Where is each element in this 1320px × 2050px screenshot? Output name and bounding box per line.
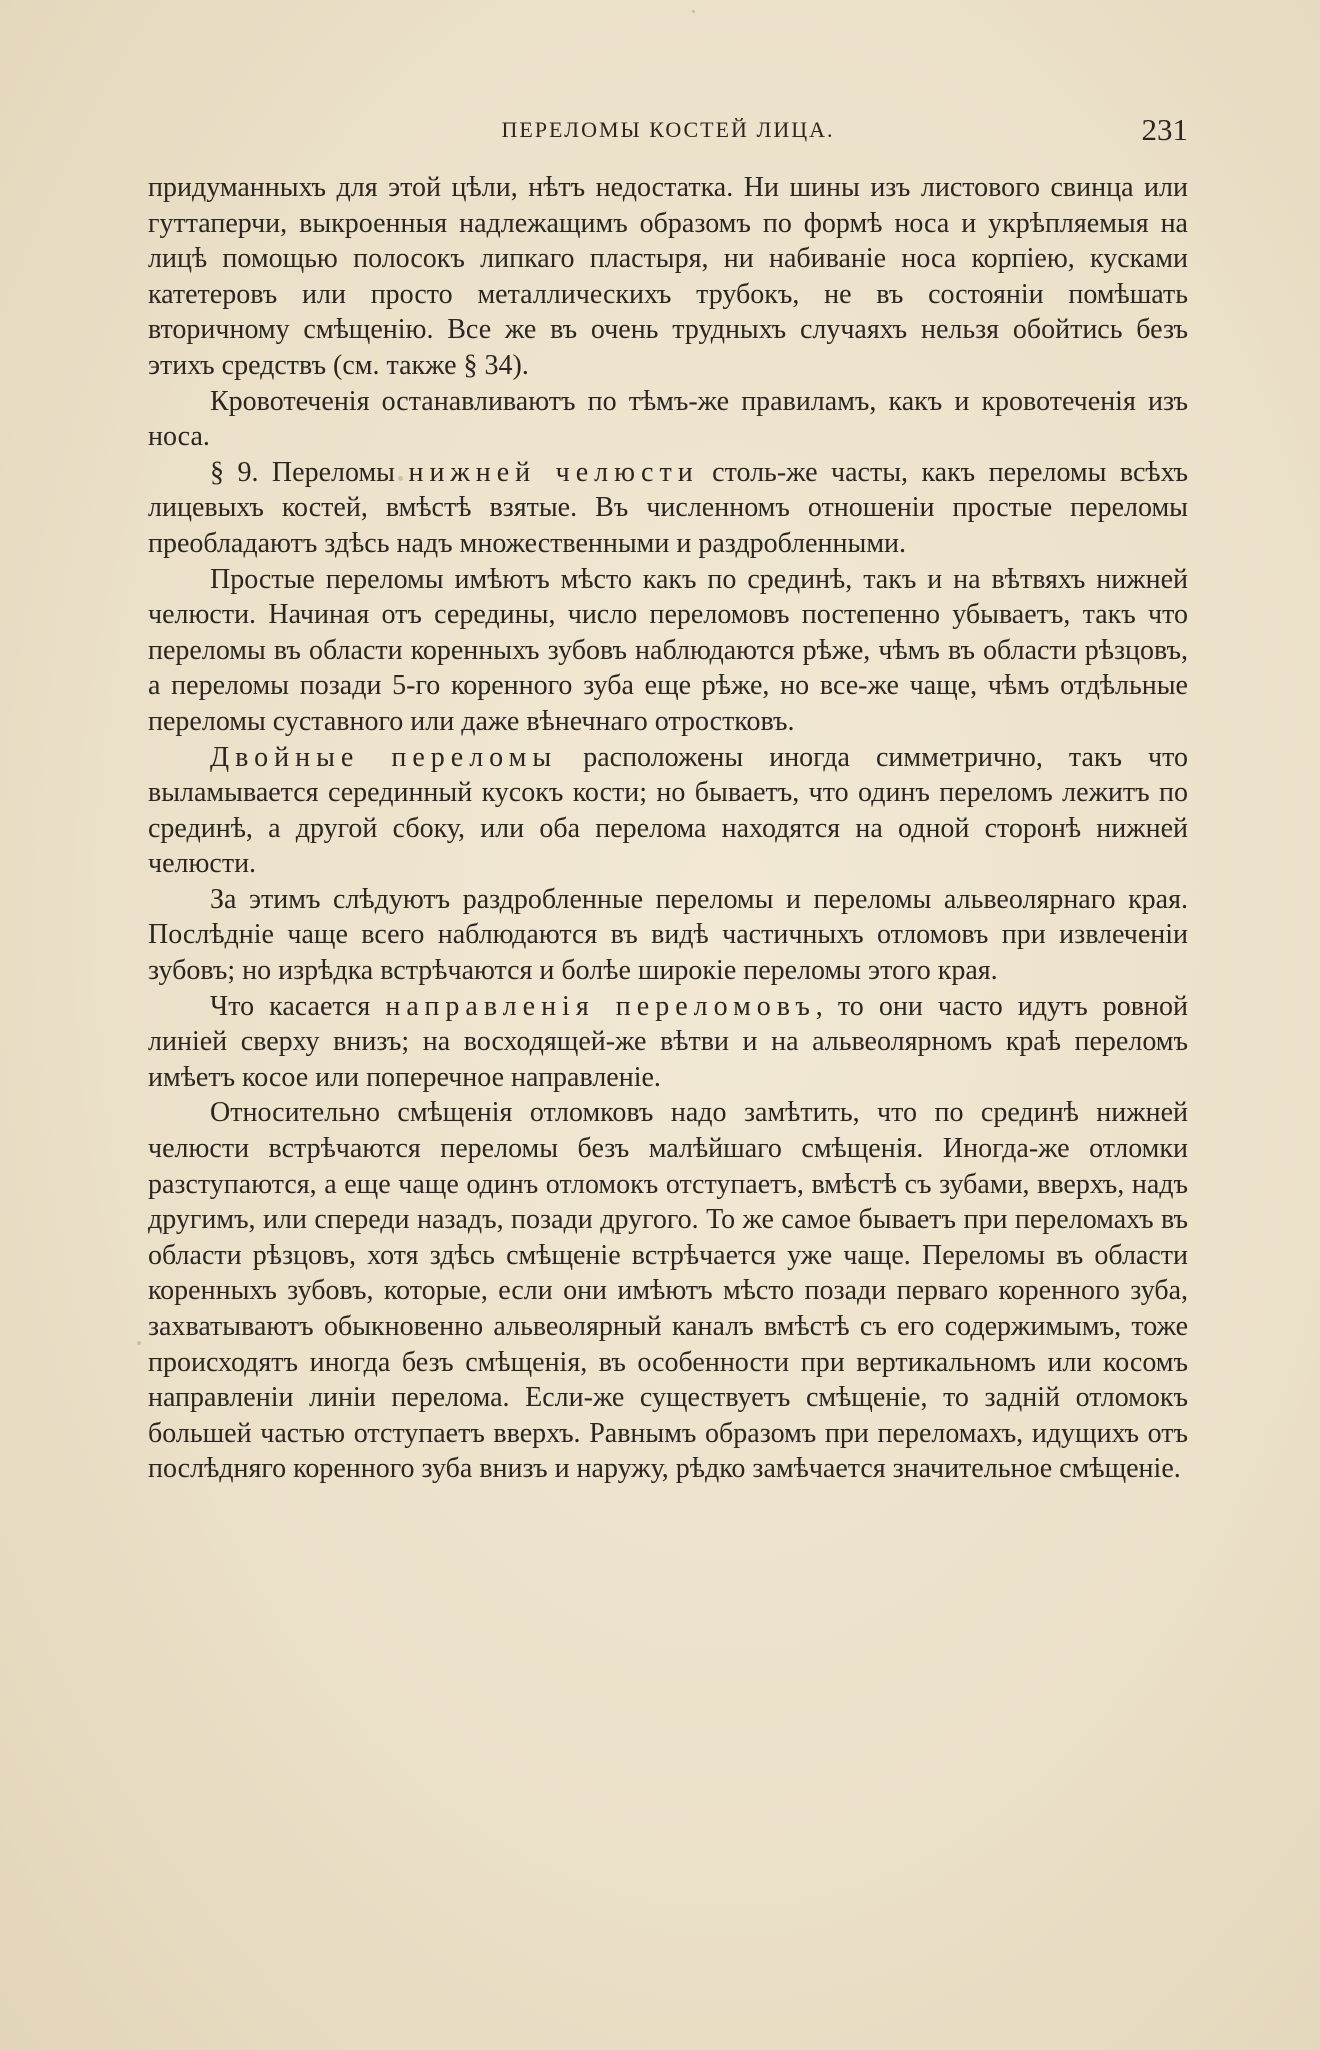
direction-rest: , то они часто идутъ ровной линіей сверху внизъ; на восходящей-же вѣтви и на альвеолярномъ краѣ переломъ имѣетъ косое или поперечное направленіе. [148,990,1188,1093]
running-title: ПЕРЕЛОМЫ КОСТЕЙ ЛИЦА. [501,117,835,142]
body-text [148,170,1188,1487]
section-9-rest: столь-же часты, какъ переломы всѣхъ лицевыхъ костей, вмѣстѣ взятые. Въ численномъ отношеніи простые переломы преобладаютъ здѣсь надъ множественными и раздробленными. [148,456,1189,559]
scan-speck [137,1341,141,1345]
paragraph-fracture-direction [148,989,1188,1096]
running-head [148,110,1188,150]
page-number: 231 [1141,112,1188,147]
paragraph-double-fractures [148,740,1188,882]
paragraph-continuation: придуманныхъ для этой цѣли, нѣтъ недостатка. Ни шины изъ листового свинца или гуттаперчи, выкроенныя надлежащимъ образомъ по формѣ носа и укрѣпляемыя на лицѣ помощью полосокъ липкаго пластыря, ни набиваніе носа корпіею, кусками катетеровъ или просто металлическихъ трубокъ, не въ состояніи помѣшать вторичному смѣщенію. Все же въ очень трудныхъ случаяхъ нельзя обойтись безъ этихъ средствъ (см. также § 34). [148,172,1188,381]
paragraph-section-9 [148,455,1188,562]
scan-speck [398,476,403,481]
paragraph-comminuted-fractures: За этимъ слѣдуютъ раздробленные переломы и переломы альвеолярнаго края. Послѣдніе чаще всего наблюдаются въ видѣ частичныхъ отломовъ при извлеченіи зубовъ; но изрѣдка встрѣчаются и болѣе широкіе переломы этого края. [148,883,1188,987]
paragraph-bleeding: Кровотеченія останавливаютъ по тѣмъ-же правиламъ, какъ и кровотеченія изъ носа. [148,385,1188,453]
paragraph-simple-fractures: Простые переломы имѣютъ мѣсто какъ по срединѣ, такъ и на вѣтвяхъ нижней челюсти. Начиная отъ середины, число переломовъ постепенно убываетъ, такъ что переломы въ области коренныхъ зубовъ наблюдаются рѣже, чѣмъ въ области рѣзцовъ, а переломы позади 5-го коренного зуба еще рѣже, но все-же чаще, чѣмъ отдѣльные переломы суставного или даже вѣнечнаго отростковъ. [148,563,1188,737]
section-9-lead: § 9. Переломы [210,456,409,488]
paragraph-displacement: Относительно смѣщенія отломковъ надо замѣтить, что по срединѣ нижней челюсти встрѣчаются переломы безъ малѣйшаго смѣщенія. Иногда-же отломки разступаются, а еще чаще одинъ отломокъ отступаетъ, вмѣстѣ съ зубами, вверхъ, надъ другимъ, или спереди назадъ, позади другого. То же самое бываетъ при переломахъ въ области рѣзцовъ, хотя здѣсь смѣщеніе встрѣчается уже чаще. Переломы въ области коренныхъ зубовъ, которые, если они имѣютъ мѣсто позади перваго коренного зуба, захватываютъ обыкновенно альвеолярный каналъ вмѣстѣ съ его содержимымъ, тоже происходятъ иногда безъ смѣщенія, въ особенности при вертикальномъ или косомъ направленіи линіи перелома. Если-же существуетъ смѣщеніе, то задній отломокъ большей частью отступаетъ вверхъ. Равнымъ образомъ при переломахъ, идущихъ отъ послѣдняго коренного зуба внизъ и наружу, рѣдко замѣчается значительное смѣщеніе. [148,1097,1188,1485]
double-fractures-rest: расположены иногда симметрично, такъ что выламывается серединный кусокъ кости; но бываетъ, что одинъ переломъ лежитъ по срединѣ, а другой сбоку, или оба перелома находятся на одной сторонѣ нижней челюсти. [148,741,1188,880]
emphasis-fracture-direction: направленія переломовъ [385,990,816,1022]
emphasis-double-fractures: Двойные переломы [210,741,558,773]
emphasis-lower-jaw: нижней челюсти [408,456,699,488]
scan-speck [692,10,695,13]
direction-lead: Что касается [210,990,386,1022]
